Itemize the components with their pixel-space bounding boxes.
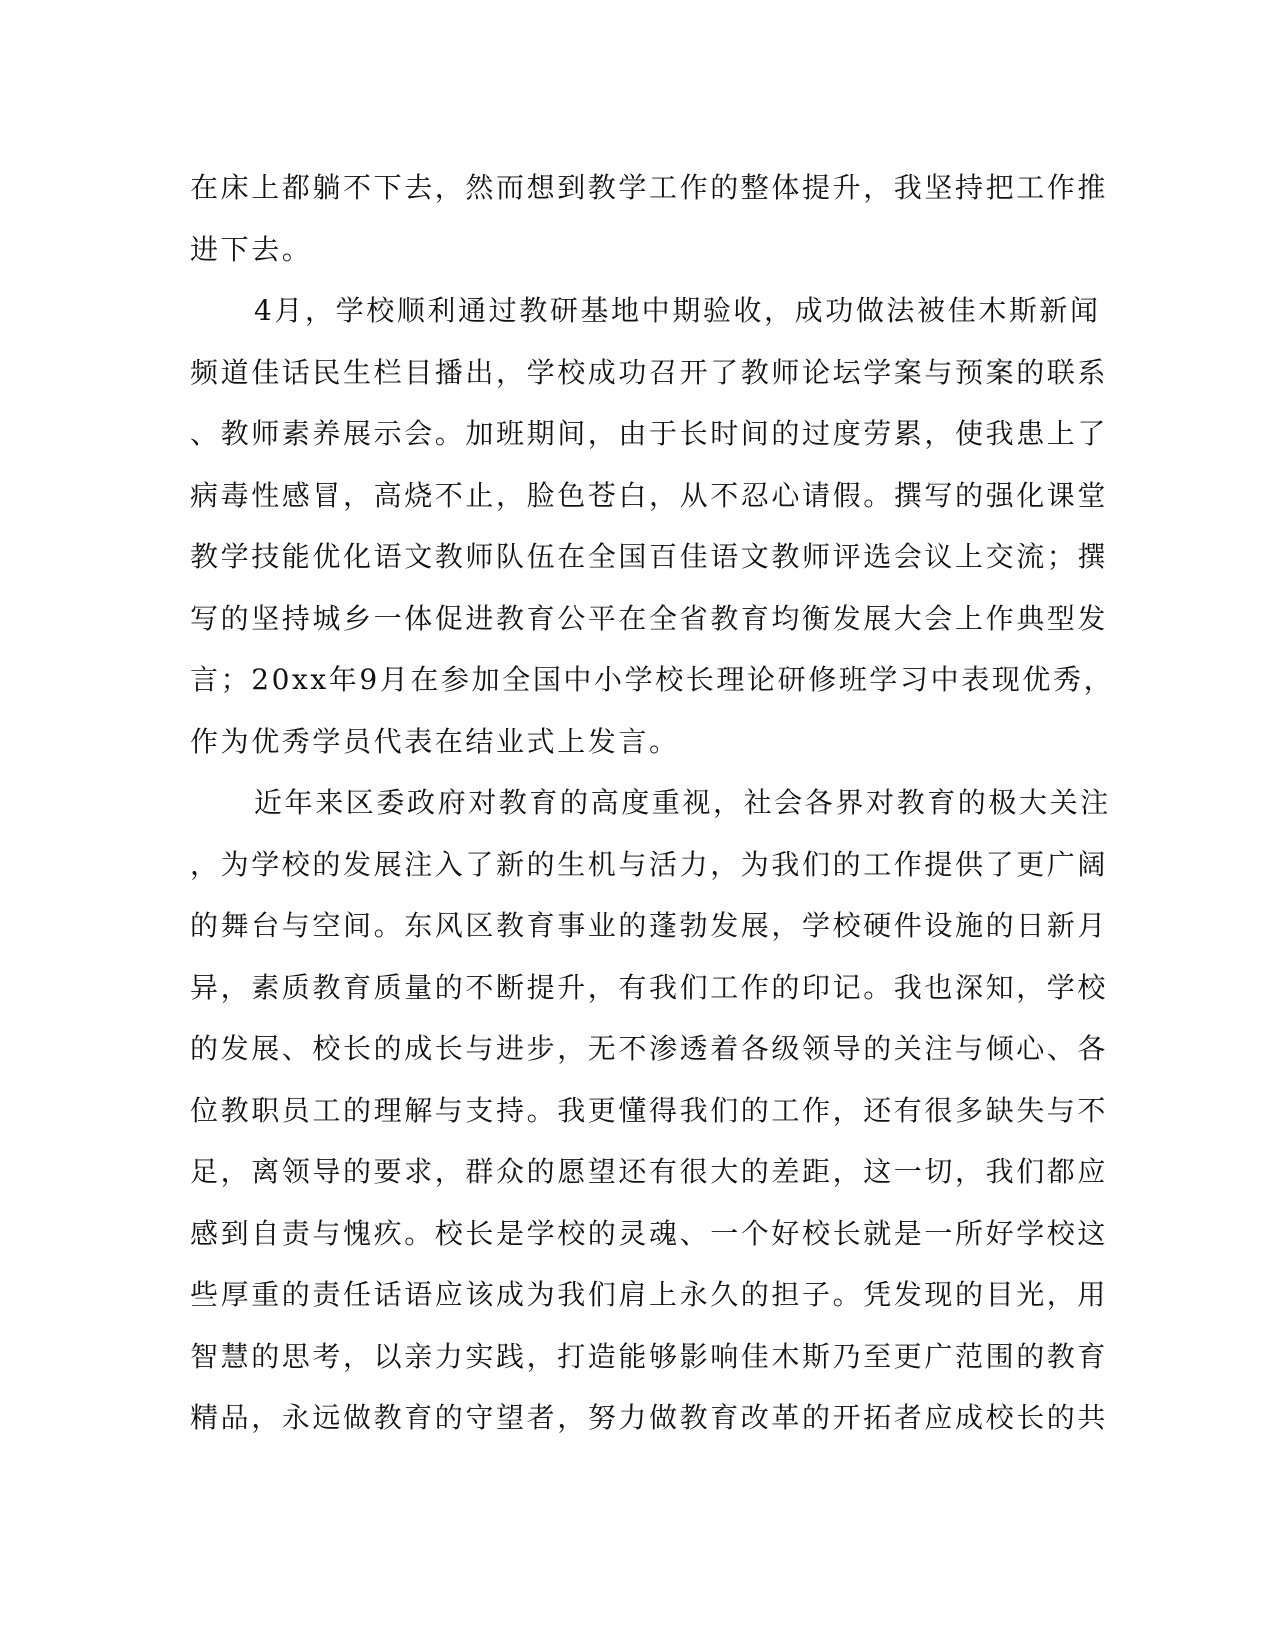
text-line: 近年来区委政府对教育的高度重视，社会各界对教育的极大关注 (254, 786, 1111, 819)
body-text (190, 157, 1115, 1449)
text-line: 感到自责与愧疚。校长是学校的灵魂、一个好校长就是一所好学校这 (190, 1216, 1109, 1250)
text-line: 频道佳话民生栏目播出，学校成功召开了教师论坛学案与预案的联系 (190, 355, 1109, 389)
text-line: 病毒性感冒，高烧不止，脸色苍白，从不忍心请假。撰写的强化课堂 (190, 478, 1109, 512)
text-line: 在床上都躺不下去，然而想到教学工作的整体提升，我坚持把工作推 (190, 171, 1109, 204)
text-line: 教学技能优化语文教师队伍在全国百佳语文教师评选会议上交流；撰 (190, 540, 1109, 573)
text-line: 言；20xx年9月在参加全国中小学校长理论研修班学习中表现优秀， (190, 663, 1115, 696)
text-line: 的舞台与空间。东风区教育事业的蓬勃发展，学校硬件设施的日新月 (190, 909, 1109, 942)
text-line: 些厚重的责任话语应该成为我们肩上永久的担子。凭发现的目光，用 (190, 1278, 1109, 1311)
text-line: 写的坚持城乡一体促进教育公平在全省教育均衡发展大会上作典型发 (190, 601, 1109, 635)
text-line: 精品，永远做教育的守望者，努力做教育改革的开拓者应成校长的共 (190, 1401, 1109, 1434)
text-line: 、教师素养展示会。加班期间，由于长时间的过度劳累，使我患上了 (190, 417, 1109, 450)
text-line: 4月，学校顺利通过教研基地中期验收，成功做法被佳木斯新闻 (254, 294, 1101, 327)
text-line: 位教职员工的理解与支持。我更懂得我们的工作，还有很多缺失与不 (190, 1093, 1109, 1127)
text-line: 作为优秀学员代表在结业式上发言。 (190, 724, 680, 758)
text-line: 的发展、校长的成长与进步，无不渗透着各级领导的关注与倾心、各 (190, 1032, 1109, 1065)
text-line: 智慧的思考，以亲力实践，打造能够影响佳木斯乃至更广范围的教育 (190, 1339, 1109, 1373)
text-line: ，为学校的发展注入了新的生机与活力，为我们的工作提供了更广阔 (190, 847, 1109, 881)
text-line: 进下去。 (190, 232, 313, 266)
text-line: 足，离领导的要求，群众的愿望还有很大的差距，这一切，我们都应 (190, 1155, 1109, 1188)
text-line: 异，素质教育质量的不断提升，有我们工作的印记。我也深知，学校 (190, 970, 1109, 1004)
